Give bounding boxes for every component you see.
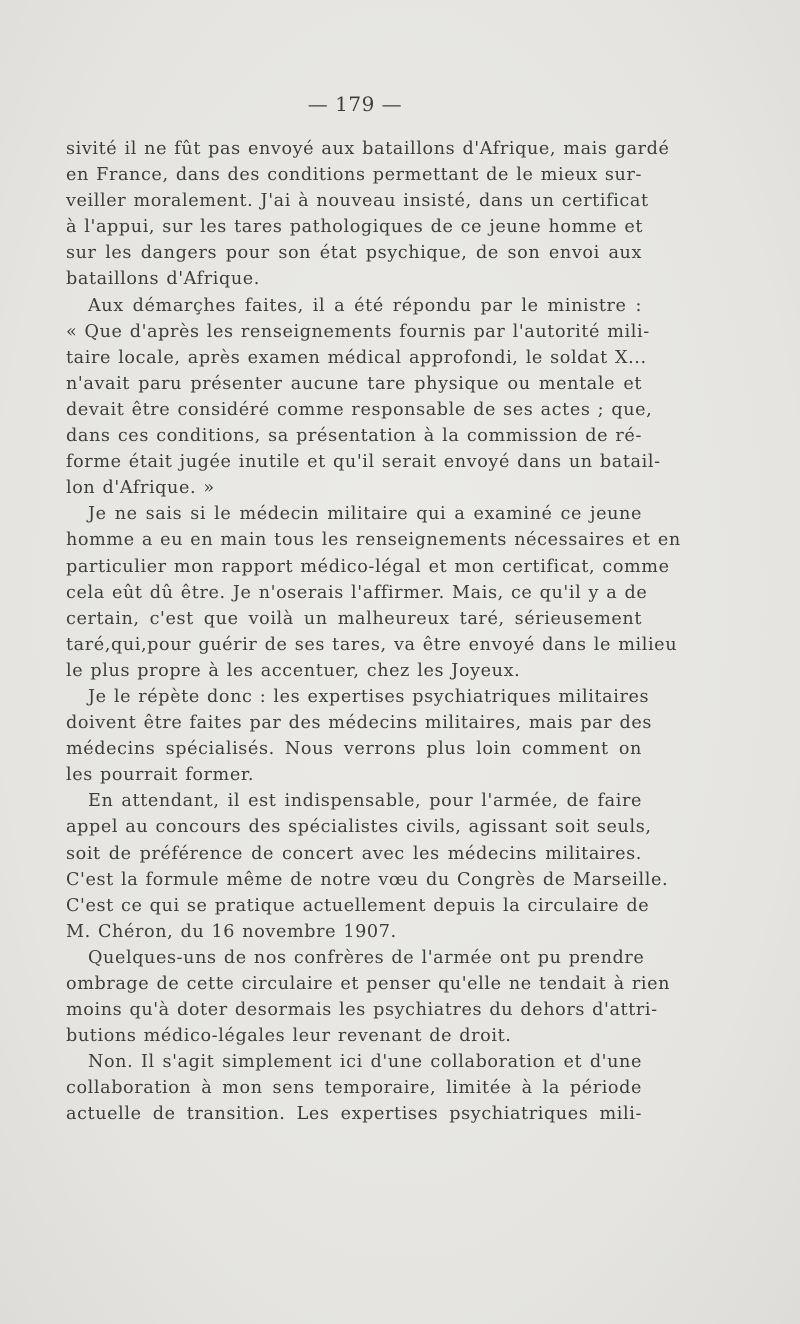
text-line: C'est ce qui se pratique actuellement depuis la circulaire de (66, 895, 650, 916)
text-line: sur les dangers pour son état psychique, de son envoi aux (66, 243, 642, 264)
text-line: En attendant, il est indispensable, pour l'armée, de faire (88, 791, 642, 812)
text-line: soit de préférence de concert avec les médecins militaires. (66, 843, 642, 864)
text-line: en France, dans des conditions permettant de le mieux sur- (66, 165, 642, 186)
text-line: ombrage de cette circulaire et penser qu'elle ne tendait à rien (66, 974, 671, 994)
text-line: n'avait paru présenter aucune tare physique ou mentale et (66, 373, 642, 394)
text-line: Aux démarçhes faites, il a été répondu par le ministre : (88, 295, 642, 316)
text-line: lon d'Afrique. » (66, 478, 215, 499)
text-line: Je le répète donc : les expertises psychiatriques militaires (88, 686, 650, 707)
text-line: particulier mon rapport médico-légal et mon certificat, comme (66, 556, 670, 577)
text-line: doivent être faites par des médecins militaires, mais par des (66, 713, 652, 734)
text-line: butions médico-légales leur revenant de droit. (66, 1026, 512, 1047)
text-line: les pourrait former. (66, 765, 255, 786)
text-line: bataillons d'Afrique. (66, 269, 260, 290)
text-line: à l'appui, sur les tares pathologiques de ce jeune homme et (66, 217, 644, 238)
text-line: taré,qui,pour guérir de ses tares, va être envoyé dans le milieu (66, 634, 678, 655)
text-line: Quelques-uns de nos confrères de l'armée ont pu prendre (88, 947, 645, 968)
text-line: médecins spécialisés. Nous verrons plus loin comment on (66, 739, 642, 760)
text-line: le plus propre à les accentuer, chez les Joyeux. (66, 660, 521, 681)
page-number: — 179 — (307, 92, 403, 116)
text-line: C'est la formule même de notre vœu du Congrès de Marseille. (66, 869, 669, 890)
text-line: appel au concours des spécialistes civils, agissant soit seuls, (66, 817, 652, 838)
text-line: moins qu'à doter desormais les psychiatres du dehors d'attri- (66, 1000, 658, 1021)
text-line: homme a eu en main tous les renseignements nécessaires et en (66, 530, 681, 551)
text-line: sivité il ne fût pas envoyé aux bataillons d'Afrique, mais gardé (66, 139, 670, 159)
text-line: veiller moralement. J'ai à nouveau insisté, dans un certificat (66, 191, 649, 212)
text-line: M. Chéron, du 16 novembre 1907. (66, 921, 397, 942)
body-text (66, 136, 681, 1128)
text-line: Je ne sais si le médecin militaire qui a examiné ce jeune (88, 504, 642, 525)
text-line: dans ces conditions, sa présentation à la commission de ré- (66, 426, 642, 447)
text-line: devait être considéré comme responsable de ses actes ; que, (66, 399, 653, 420)
text-line: « Que d'après les renseignements fournis par l'autorité mili- (66, 321, 650, 342)
text-line: certain, c'est que voilà un malheureux taré, sérieusement (66, 608, 642, 629)
text-line: cela eût dû être. Je n'oserais l'affirmer. Mais, ce qu'il y a de (66, 582, 648, 603)
text-line: Non. Il s'agit simplement ici d'une collaboration et d'une (88, 1052, 642, 1073)
text-line: forme était jugée inutile et qu'il serait envoyé dans un batail- (66, 452, 661, 473)
text-line: taire locale, après examen médical approfondi, le soldat X... (66, 347, 647, 368)
text-line: collaboration à mon sens temporaire, limitée à la période (66, 1078, 642, 1099)
text-line: actuelle de transition. Les expertises psychiatriques mili- (66, 1104, 642, 1125)
